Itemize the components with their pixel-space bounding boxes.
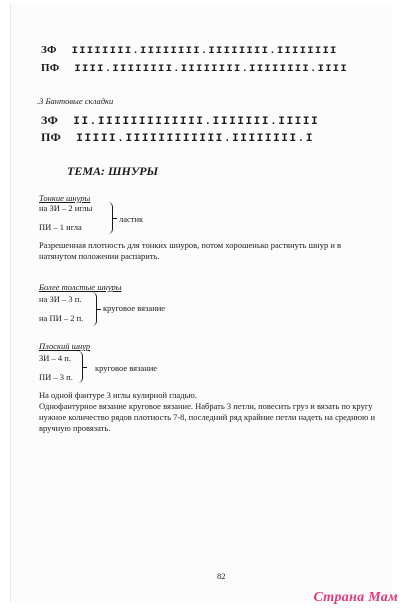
schema2-zf-label: ЗФ [41,113,59,127]
subheading: .3 Бантовые складки [37,96,114,106]
schema1-zf-code: IIIIIIII.IIIIIIII.IIIIIIII.IIIIIIII [71,45,338,57]
schema2-zf-code: II.IIIIIIIIIIIII.IIIIIII.IIIII [73,116,320,128]
schema1-pf-code: IIII.IIIIIIII.IIIIIIII.IIIIIIII.IIII [74,63,348,75]
document-page [10,4,393,602]
schema2-zf-row [41,113,319,128]
final-para-rest: Однофантурное вязание круговое вязание. Набрать 3 петли, повесить груз и вязать по кругу нужное количество рядов плотность 7-8, последний ряд крайние петли надеть на среднюю и вручную провязать. [39,401,375,433]
flat-brace-label: круговое вязание [95,363,158,373]
watermark-logo: Страна Мам [313,590,398,605]
thin-brace [107,202,113,234]
schema1-zf-label: ЗФ [41,44,57,56]
schema2-pf-code: IIIII.IIIIIIIIIIII.IIIIIIII.I [76,133,315,145]
page-number: 82 [217,571,226,581]
final-para-line1: На одной фантуре 3 иглы кулирной гладью. [39,390,197,400]
schema2-pf-row [41,130,314,145]
schema1-pf-row [41,62,348,75]
flat-line1: ЗИ – 4 п. [39,353,71,363]
schema1-pf-label: ПФ [41,62,60,74]
schema1-zf-row [41,44,338,57]
theme-title: ТЕМА: ШНУРЫ [67,164,159,178]
thick-line1: на ЗИ – 3 п. [39,294,82,304]
flat-brace [77,351,83,383]
flat-line2: ПИ – 3 п. [39,372,73,382]
thin-note: Разрешенная плотность для тонких шнуров, потом хорошенько растянуть шнур и в натянутом положении распарить. [39,240,342,261]
thin-heading: Тонкие шнуры [39,193,91,203]
thin-brace-label: ластик [119,214,144,224]
thick-brace [91,292,97,326]
schema2-pf-label: ПФ [41,130,62,144]
thick-brace-label: круговое вязание [103,303,166,313]
thick-line2: на ПИ – 2 п. [39,313,84,323]
thick-heading: Более толстые шнуры [39,282,122,292]
thin-line2: ПИ – 1 игла [39,222,82,232]
thin-line1: на ЗИ – 2 иглы [39,203,93,213]
flat-heading: Плоский шнур [39,341,91,351]
